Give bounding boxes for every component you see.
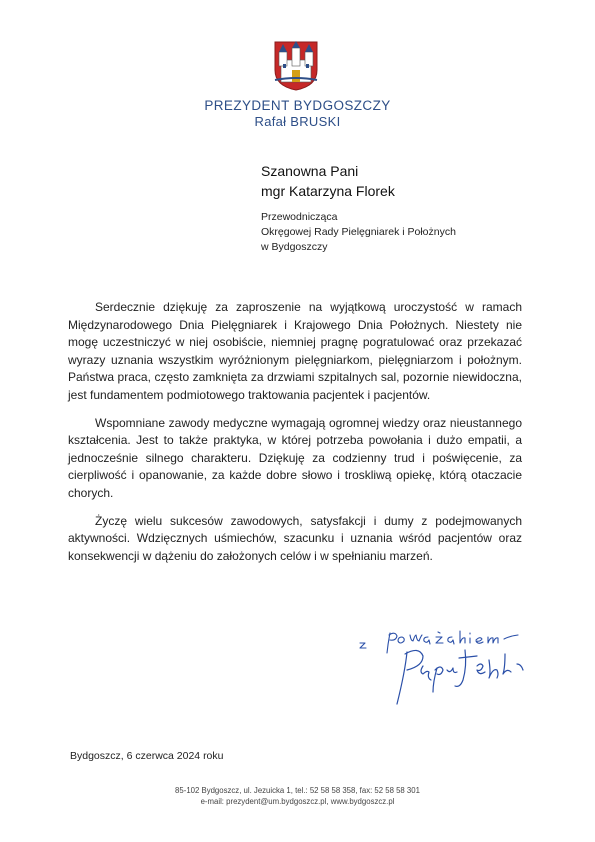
office-title: PREZYDENT BYDGOSZCZY [204,98,391,113]
salutation: Szanowna Pani [261,163,359,179]
paragraph-wishes: Życzę wielu sukcesów zawodowych, satysfakcji i dumy z podejmowanych aktywności. Wdzięcznych uśmiechów, szacunku i uznania wśród pacjentów oraz konsekwencji w dążeniu do założonych celów i w spełnianiu marzeń. [68,513,522,563]
paragraph-professions: Wspomniane zawody medyczne wymagają ogromnej wiedzy oraz nieustannego kształcenia. Jest to także praktyka, w której potrzeba powołania i dużo empatii, a jednocześnie silnego charakteru. Dziękuję za codzienny trud i poświęcenie, za cierpliwość i opanowanie, za każde dobre słowo i troskliwą opiekę, którą otaczacie chorych. [68,415,522,500]
recipient-city: w Bydgoszczy [261,241,328,253]
recipient-title: Przewodnicząca [261,211,338,223]
coat-of-arms-logo [273,40,319,92]
letterhead [0,97,595,130]
paragraph-thanks: Serdecznie dziękuję za zaproszenie na wyjątkową uroczystość w ramach Międzynarodowego Dnia Pielęgniarek i Krajowego Dnia Położnych. Niestety nie mogę uczestniczyć w niej osobiście, niemniej pragnę pogratulować oraz przekazać wyrazy uznania wszystkim wyróżnionym pielęgniarkom, pielęgniarzom i położnym. Państwa praca, często zamknięta za drzwiami szpitalnych sal, pozornie niewidoczna, jest fundamentem podmiotowego traktowania pacjentek i pacjentów. [68,300,522,402]
mayor-name: Rafał BRUSKI [254,114,341,129]
recipient-name: mgr Katarzyna Florek [261,183,395,199]
letterhead-footer [0,785,595,807]
footer-contact: e-mail: prezydent@um.bydgoszcz.pl, www.bydgoszcz.pl [200,797,395,806]
handwritten-signature [393,640,543,708]
letter-date: Bydgoszcz, 6 czerwca 2024 roku [70,750,224,762]
addressee-block [261,161,581,255]
recipient-organization: Okręgowej Rady Pielęgniarek i Położnych [261,226,456,238]
letter-body [68,299,522,575]
footer-address: 85-102 Bydgoszcz, ul. Jezuicka 1, tel.: 52 58 58 358, fax: 52 58 58 301 [175,786,420,795]
